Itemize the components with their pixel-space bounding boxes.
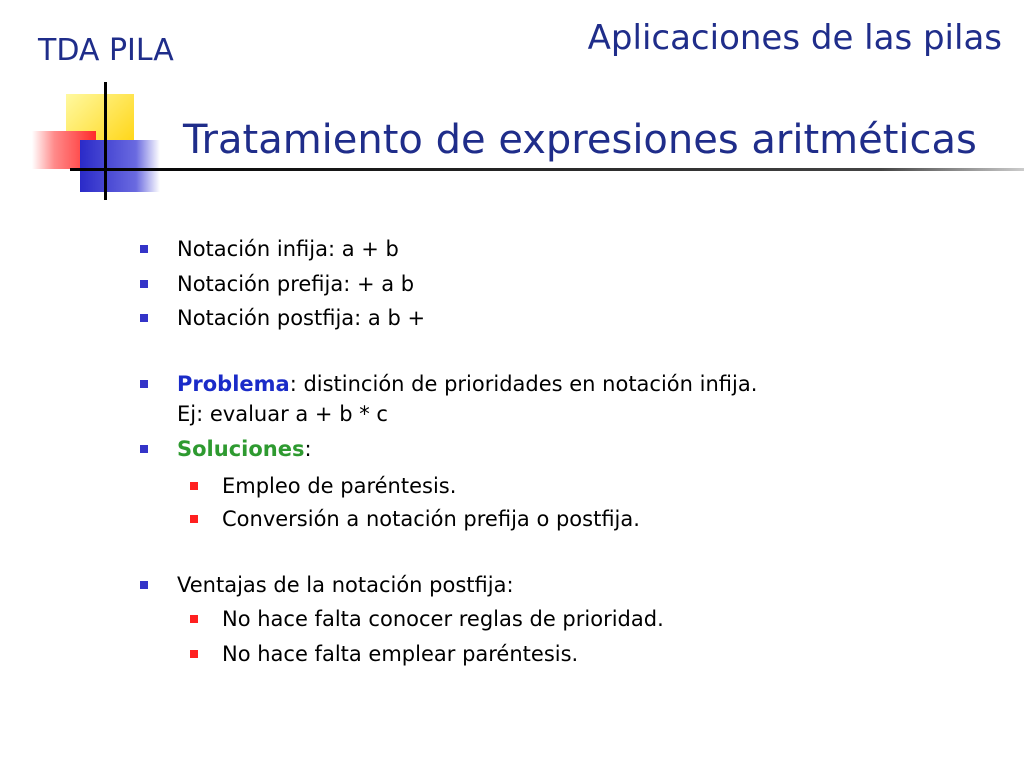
list-item-infija xyxy=(177,235,399,263)
item-text: Ventajas de la notación postfija: xyxy=(177,573,514,597)
bullet-icon xyxy=(140,245,148,253)
item-text: Notación infija: a + b xyxy=(177,237,399,261)
sub-list-item xyxy=(222,505,640,533)
item-text: Notación prefija: + a b xyxy=(177,272,415,296)
bullet-icon xyxy=(140,380,148,388)
keyword-soluciones: Soluciones xyxy=(177,437,305,461)
bullet-icon xyxy=(140,314,148,322)
bullet-icon xyxy=(190,650,198,658)
item-text: No hace falta conocer reglas de prioridad. xyxy=(222,607,664,631)
tda-label: TDA PILA xyxy=(38,33,174,68)
list-item-problema-continuation xyxy=(177,400,388,428)
bullet-icon xyxy=(140,280,148,288)
sub-list-item xyxy=(222,472,456,500)
item-text: Empleo de paréntesis. xyxy=(222,474,457,498)
item-text: No hace falta emplear paréntesis. xyxy=(222,642,579,666)
list-item-soluciones xyxy=(177,435,312,463)
sub-list-item xyxy=(222,640,578,668)
section-title: Aplicaciones de las pilas xyxy=(587,18,1002,58)
item-text: : distinción de prioridades en notación infija. xyxy=(289,372,758,396)
item-text: Conversión a notación prefija o postfija. xyxy=(222,507,640,531)
list-item-ventajas xyxy=(177,571,514,599)
bullet-icon xyxy=(190,515,198,523)
keyword-problema: Problema xyxy=(177,372,290,396)
slide-title: Tratamiento de expresiones aritméticas xyxy=(183,117,977,163)
bullet-icon xyxy=(190,482,198,490)
bullet-icon xyxy=(140,581,148,589)
sub-list-item xyxy=(222,605,664,633)
list-item-prefija xyxy=(177,270,414,298)
list-item-postfija xyxy=(177,304,425,332)
list-item-problema xyxy=(177,370,757,398)
item-text: Notación postfija: a b + xyxy=(177,306,426,330)
bullet-icon xyxy=(140,445,148,453)
item-text: : xyxy=(304,437,312,461)
bullet-icon xyxy=(190,615,198,623)
item-text: Ej: evaluar a + b * c xyxy=(177,402,388,426)
